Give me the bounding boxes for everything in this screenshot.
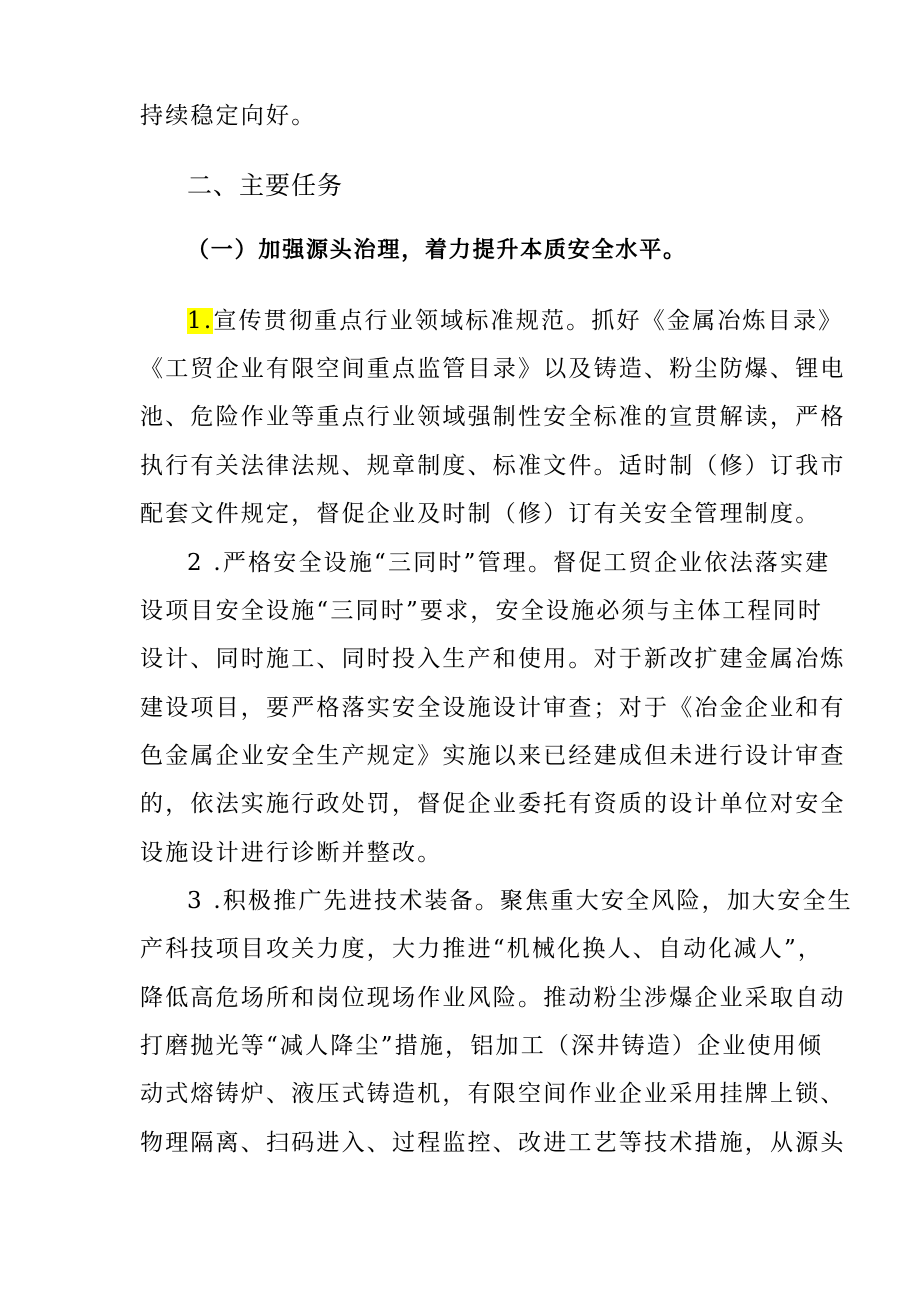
paragraph-line: 配套文件规定，督促企业及时制（修）订有关安全管理制度。 — [140, 501, 821, 527]
paragraph-line: 池、危险作业等重点行业领域强制性安全标准的宣贯解读，严格 — [140, 404, 846, 430]
paragraph-line-text: 宣传贯彻重点行业领域标准规范。抓好《金属冶炼目录》 — [213, 308, 844, 334]
paragraph-line: 物理隔离、扫码进入、过程监控、改进工艺等技术措施，从源头 — [140, 1130, 846, 1156]
paragraph-line: 降低高危场所和岗位现场作业风险。推动粉尘涉爆企业采取自动 — [140, 985, 846, 1011]
paragraph-line-item-3: 3 .积极推广先进技术装备。聚焦重大安全风险，加大安全生 — [187, 888, 853, 914]
paragraph-line-item-2: 2 .严格安全设施“三同时”管理。督促工贸企业依法落实建 — [187, 550, 831, 576]
paragraph-line: 动式熔铸炉、液压式铸造机，有限空间作业企业采用挂牌上锁、 — [140, 1081, 846, 1107]
paragraph-line-item-1 — [187, 306, 843, 336]
subsection-heading: （一）加强源头治理，着力提升本质安全水平。 — [187, 238, 687, 263]
highlighted-item-number: 1. — [187, 308, 214, 334]
paragraph-line: 产科技项目攻关力度，大力推进“机械化换人、自动化减人”， — [140, 936, 824, 962]
paragraph-line: 色金属企业安全生产规定》实施以来已经建成但未进行设计审查 — [140, 743, 846, 769]
section-heading: 二、主要任务 — [187, 171, 344, 200]
paragraph-line: 的，依法实施行政处罚，督促企业委托有资质的设计单位对安全 — [140, 791, 846, 817]
paragraph-line: 设施设计进行诊断并整改。 — [140, 840, 443, 866]
paragraph-line: 打磨抛光等“减人降尘”措施，铝加工（深井铸造）企业使用倾 — [140, 1033, 824, 1059]
paragraph-line: 设计、同时施工、同时投入生产和使用。对于新改扩建金属冶炼 — [140, 646, 846, 672]
paragraph-line: 《工贸企业有限空间重点监管目录》以及铸造、粉尘防爆、锂电 — [140, 356, 846, 382]
paragraph-line: 建设项目，要严格落实安全设施设计审查；对于《冶金企业和有 — [140, 695, 846, 721]
paragraph-line: 持续稳定向好。 — [140, 103, 317, 129]
paragraph-line: 执行有关法律法规、规章制度、标准文件。适时制（修）订我市 — [140, 453, 846, 479]
paragraph-line: 设项目安全设施“三同时”要求，安全设施必须与主体工程同时 — [140, 598, 824, 624]
